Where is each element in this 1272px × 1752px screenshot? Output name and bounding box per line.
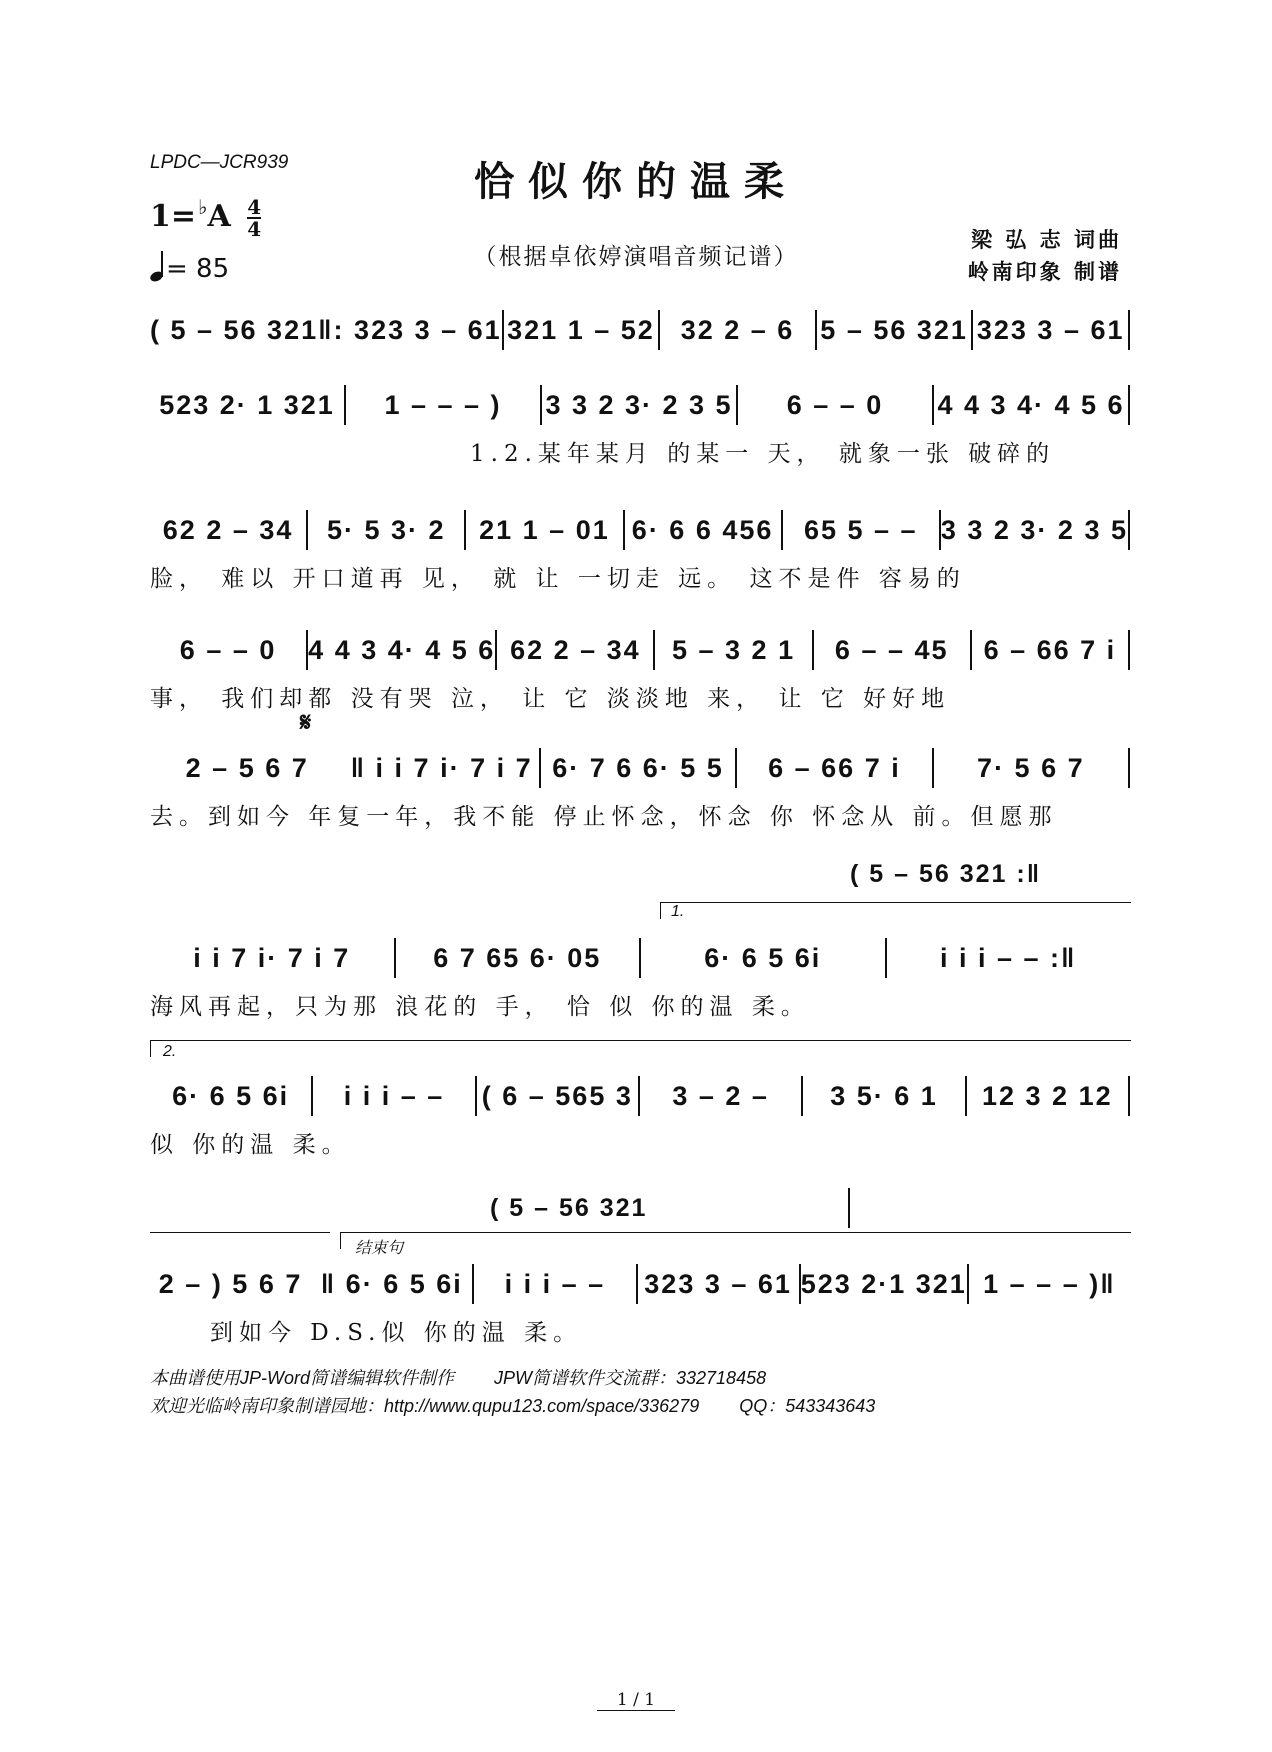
volta-bracket-coda: [340, 1232, 1131, 1257]
lyrics-line: 似 你的温 柔。: [150, 1132, 351, 1158]
measure: ‖ 6· 6 5 6i: [320, 1268, 463, 1299]
measure: ‖ i i 7 i· 7 i 7: [350, 752, 533, 783]
footer-line-2: 欢迎光临岭南印象制谱园地：http://www.qupu123.com/space/336279 QQ：543343643: [150, 1396, 876, 1416]
time-signature-bottom: 4: [247, 217, 262, 241]
measure: 523 2· 1 321: [159, 389, 335, 420]
measure: i i 7 i· 7 i 7: [193, 942, 351, 973]
credit-lyrics-music: 梁 弘 志 词曲: [971, 227, 1122, 252]
upper-measure: ( 5 – 56 321: [490, 1193, 648, 1222]
measure: 6 – – 0: [786, 389, 884, 420]
score-system-2: [150, 385, 1130, 467]
lyrics-line: 去。到如今 年复一年，我不能 停止怀念，怀念 你 怀念从 前。但愿那: [150, 804, 1058, 830]
flat-icon: ♭: [198, 195, 208, 219]
time-signature-top: 4: [247, 195, 262, 219]
time-signature: [247, 197, 261, 239]
lyrics-line: 脸， 难以 开口道再 见， 就 让 一切走 远。 这不是件 容易的: [150, 566, 966, 592]
measure: i i i – –: [504, 1268, 606, 1299]
measure: 6 – – 0: [179, 634, 277, 665]
measure: 2 – 5 6 7: [185, 752, 309, 783]
volta-bracket-2: [150, 1040, 1131, 1060]
footer-line-1: 本曲谱使用JP-Word简谱编辑软件制作 JPW简谱软件交流群：332718458: [150, 1368, 767, 1388]
volta-label: 结束句: [355, 1238, 404, 1257]
segno-icon: 𝄋: [300, 708, 312, 738]
tempo-marking: [150, 253, 229, 284]
measure: 5 – 3 2 1: [672, 634, 796, 665]
measure: 323 3 – 61: [644, 1268, 792, 1299]
measure: 4 4 3 4· 4 5 6: [937, 389, 1125, 420]
upper-measure: ( 5 – 56 321 :‖: [850, 860, 1042, 888]
measure: 5 – 56 321: [820, 314, 968, 345]
measure: 321 1 – 52: [507, 314, 655, 345]
measure: ( 5 – 56 321: [150, 314, 319, 345]
key-signature: [150, 195, 261, 239]
lyrics-line: 到如今 D.S.似 你的温 柔。: [210, 1320, 583, 1346]
measure: ‖: 323 3 – 61: [318, 314, 502, 345]
measure: 6· 6 5 6i: [704, 942, 822, 973]
volta-bracket-1: [660, 902, 1131, 919]
notes-line: [150, 1076, 1130, 1116]
measure: ( 6 – 565 3: [481, 1080, 633, 1111]
notes-line: [150, 1264, 1130, 1304]
measure: 6· 7 6 6· 5 5: [552, 752, 724, 783]
measure: 62 2 – 34: [510, 634, 641, 665]
song-subtitle: （根据卓依婷演唱音频记谱）: [473, 244, 799, 270]
volta-label: 2.: [163, 1043, 177, 1060]
notes-line: [150, 748, 1130, 788]
score-system-1: [150, 310, 1130, 350]
measure: 323 3 – 61: [976, 314, 1125, 345]
upper-line: [490, 1188, 850, 1228]
score-code: LPDC—JCR939: [150, 152, 289, 173]
quarter-note-icon: [150, 253, 166, 281]
measure: 1 – – – )‖: [983, 1268, 1116, 1299]
notes-line: [150, 310, 1130, 350]
measure: 3 – 2 –: [672, 1080, 769, 1111]
upper-line: [850, 860, 1130, 889]
measure: 62 2 – 34: [162, 514, 294, 545]
measure: 6· 6 6 456: [631, 514, 774, 545]
measure: 4 4 3 4· 4 5 6: [308, 634, 496, 665]
measure: 3 5· 6 1: [830, 1080, 938, 1111]
notes-line: [150, 510, 1130, 550]
measure: 12 3 2 12: [982, 1080, 1113, 1111]
notes-line: [150, 938, 1130, 978]
measure: 32 2 – 6: [680, 314, 795, 345]
measure: i i i – –: [343, 1080, 445, 1111]
measure: 3 3 2 3· 2 3 5: [940, 514, 1128, 545]
notes-line: [150, 385, 1130, 425]
measure: 6 7 65 6· 05: [433, 942, 602, 973]
measure: 6· 6 5 6i: [172, 1080, 290, 1111]
lyrics-line: 事， 我们却都 没有哭 泣， 让 它 淡淡地 来， 让 它 好好地: [150, 686, 951, 712]
score-system-5: [150, 748, 1130, 830]
score-system-3: [150, 510, 1130, 592]
measure: 1 – – – ): [384, 389, 502, 420]
measure: 523 2·1 321: [800, 1268, 967, 1299]
tie-line: [150, 1232, 330, 1233]
key-letter: A: [207, 199, 231, 234]
measure: 65 5 – –: [803, 514, 918, 545]
measure: 5· 5 3· 2: [326, 514, 446, 545]
song-title: 恰似你的温柔: [474, 158, 798, 205]
page-number-text: 1 / 1: [597, 1690, 675, 1711]
key-prefix: 1=: [150, 199, 197, 234]
page-number: [0, 1690, 1272, 1711]
tempo-value: = 85: [166, 254, 230, 284]
credit-arranger: 岭南印象 制谱: [967, 259, 1122, 284]
measure: 6 – 66 7 i: [983, 634, 1117, 665]
lyrics-line: 海风再起，只为那 浪花的 手， 恰 似 你的温 柔。: [150, 994, 810, 1020]
measure: 21 1 – 01: [479, 514, 610, 545]
notes-line: [150, 630, 1130, 670]
measure: 7· 5 6 7: [977, 752, 1085, 783]
measure: 3 3 2 3· 2 3 5: [545, 389, 733, 420]
measure: 6 – – 45: [834, 634, 949, 665]
measure: i i i – – :‖: [940, 942, 1077, 973]
measure: 2 – ) 5 6 7: [158, 1268, 303, 1299]
volta-label: 1.: [671, 903, 685, 920]
measure: 6 – 66 7 i: [768, 752, 901, 783]
lyrics-line: 1.2.某年某月 的某一 天， 就象一张 破碎的: [470, 441, 1056, 467]
score-system-4: [150, 630, 1130, 712]
